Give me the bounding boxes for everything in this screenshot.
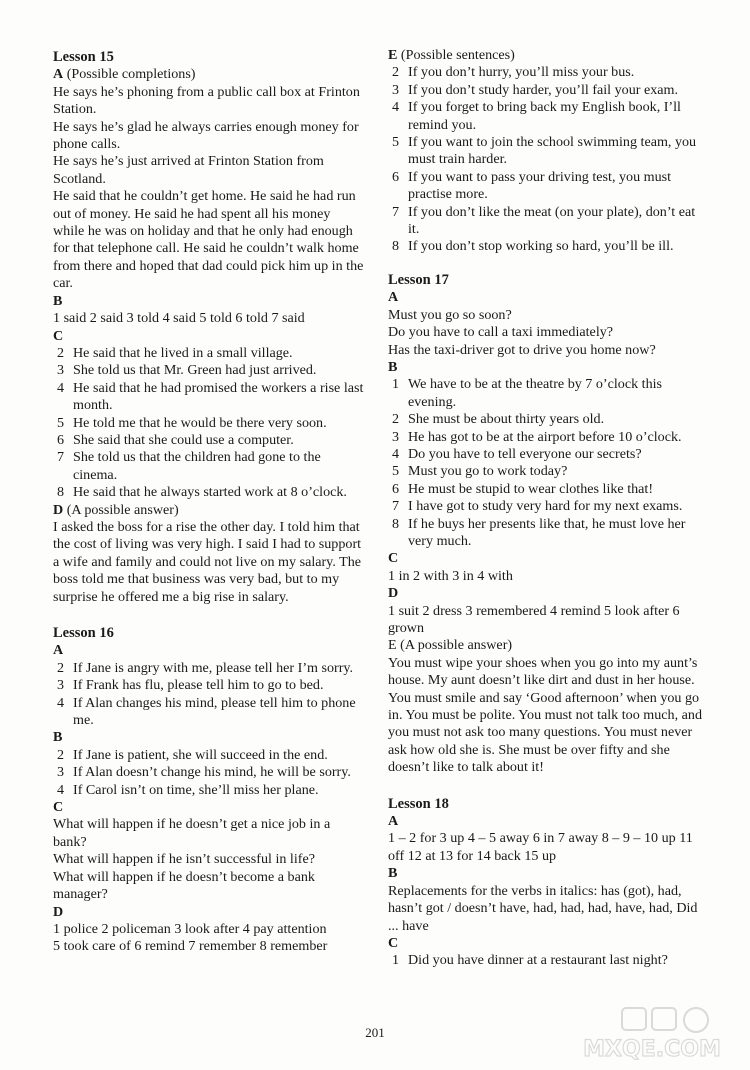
lesson-16-b-heading: B (53, 729, 63, 746)
lesson-16-c-heading: C (53, 799, 64, 816)
list-item: 4 Do you have to tell everyone our secrets? (392, 445, 642, 462)
list-item: 6 If you want to pass your driving test, you must practise more. (392, 168, 672, 203)
list-item: 4 If you forget to bring back my English book, I’ll remind you. (392, 99, 681, 133)
list-item: 3 He has got to be at the airport before 10 o’clock. (392, 428, 682, 445)
answer-line: 1 suit 2 dress 3 remembered 4 remind 5 look after 6 grown (388, 602, 680, 636)
list-item: 1 Did you have dinner at a restaurant last night? (392, 952, 668, 969)
lesson-18-b-heading: B (388, 865, 398, 882)
lesson-17-a-heading: A (388, 289, 399, 306)
lesson-17-b-heading: B (388, 358, 398, 375)
list-item: 1 We have to be at the theatre by 7 o’clock this evening. (392, 376, 663, 410)
lesson-16-title: Lesson 16 (53, 625, 114, 641)
list-item: 3 If Alan doesn’t change his mind, he will be sorry. (57, 764, 351, 781)
list-item: 6 He must be stupid to wear clothes like that! (392, 480, 654, 497)
paragraph: Must you go so soon? (388, 306, 512, 323)
list-item: 2 If you don’t hurry, you’ll miss your bus. (392, 64, 635, 81)
left-column (53, 49, 365, 956)
list-item: 5 If you want to join the school swimming team, you must train harder. (392, 134, 697, 168)
lesson-15-c-heading: C (53, 327, 64, 344)
paragraph: I asked the boss for a rise the other day. I told him that the cost of living was very high. I said I had to support a wife and family and could not live on my salary. The boss told me that business was very bad, but to my surprise he offered me a big rise in salary. (53, 518, 362, 605)
answer-line: 1 said 2 said 3 told 4 said 5 told 6 told 7 said (53, 310, 305, 327)
paragraph: He said that he couldn’t get home. He said he had run out of money. He said he had spent all his money while he was on holiday and that he only had enough for that telephone call. He said he couldn’t walk home from there and hoped that dad could pick him up in the car. (53, 188, 364, 292)
lesson-16-a-heading: A (53, 642, 64, 659)
list-item: 3 If Frank has flu, please tell him to go to bed. (57, 677, 324, 694)
lesson-17-title: Lesson 17 (388, 271, 449, 288)
paragraph: He says he’s glad he always carries enough money for phone calls. (53, 118, 359, 153)
lesson-18-c-heading: C (388, 934, 399, 951)
answer-line: 1 in 2 with 3 in 4 with (388, 567, 513, 584)
lesson-18-title: Lesson 18 (388, 795, 449, 812)
list-item: 8 If he buys her presents like that, he must love her very much. (392, 515, 686, 549)
paragraph: He says he’s just arrived at Frinton Station from Scotland. (53, 153, 324, 187)
list-item: 2 If Jane is patient, she will succeed in the end. (57, 746, 328, 763)
svg-text:MXQE.COM: MXQE.COM (583, 1037, 721, 1062)
list-item: 8 If you don’t stop working so hard, you’ll be ill. (392, 238, 674, 255)
list-item: 2 If Jane is angry with me, please tell her I’m sorry. (57, 659, 354, 676)
paragraph: Replacements for the verbs in italics: has (got), had, hasn’t got / doesn’t have, had, had, had, have, had, Did ... have (388, 882, 698, 934)
list-item: 3 She told us that Mr. Green had just arrived. (57, 362, 317, 379)
list-item: 5 He told me that he would be there very soon. (57, 414, 327, 431)
lesson-16-d-heading: D (53, 903, 64, 920)
lesson-16-e-heading: E (Possible sentences) (388, 47, 515, 63)
paragraph: What will happen if he doesn’t get a nice job in a bank? (53, 816, 331, 850)
list-item: 6 She said that she could use a computer. (57, 431, 294, 448)
lesson-17-e-heading: E (A possible answer) (388, 637, 513, 654)
lesson-17-c-heading: C (388, 550, 399, 567)
list-item: 2 He said that he lived in a small village. (57, 344, 293, 361)
lesson-17-d-heading: D (388, 585, 399, 602)
lesson-18-a-heading: A (388, 813, 399, 830)
paragraph: You must wipe your shoes when you go into my aunt’s house. My aunt doesn’t like dirt and dust in her house. You must smile and say ‘Good afternoon’ when you go in. You must be polite. You must not talk too much, and you must not ask too many questions. You must never ask how old she is. She must be over fifty and she doesn’t like to talk about it! (388, 654, 702, 776)
watermark-logo (560, 1006, 740, 1066)
paragraph: What will happen if he isn’t successful in life? (53, 851, 315, 868)
list-item: 7 If you don’t like the meat (on your plate), don’t eat it. (392, 203, 696, 238)
paragraph: Has the taxi-driver got to drive you home now? (388, 341, 656, 358)
paragraph: He says he’s phoning from a public call box at Frinton Station. (53, 83, 360, 118)
list-item: 4 If Carol isn’t on time, she’ll miss her plane. (57, 781, 319, 798)
list-item: 4 If Alan changes his mind, please tell him to phone me. (57, 694, 356, 729)
list-item: 5 Must you go to work today? (392, 463, 568, 480)
list-item: 8 He said that he always started work at 8 o’clock. (57, 484, 347, 501)
list-item: 3 If you don’t study harder, you’ll fail your exam. (392, 81, 679, 98)
list-item: 4 He said that he had promised the workers a rise last month. (57, 379, 364, 414)
lesson-15-d-heading: D (A possible answer) (53, 501, 179, 518)
answer-line: 5 took care of 6 remind 7 remember 8 remember (53, 938, 328, 955)
answer-line: 1 police 2 policeman 3 look after 4 pay attention (53, 920, 327, 937)
list-item: 7 She told us that the children had gone to the cinema. (57, 449, 321, 483)
list-item: 2 She must be about thirty years old. (392, 411, 605, 428)
page-number: 201 (365, 1025, 385, 1040)
answer-line: 1 – 2 for 3 up 4 – 5 away 6 in 7 away 8 – 9 – 10 up 11 off 12 at 13 for 14 back 15 up (388, 830, 693, 864)
lesson-15-b-heading: B (53, 292, 63, 309)
list-item: 7 I have got to study very hard for my next exams. (392, 498, 683, 515)
right-column (388, 49, 706, 970)
lesson-15-a-heading: A (Possible completions) (53, 66, 196, 83)
paragraph: What will happen if he doesn’t become a bank manager? (53, 868, 315, 903)
lesson-15-title: Lesson 15 (53, 49, 114, 65)
paragraph: Do you have to call a taxi immediately? (388, 324, 614, 341)
